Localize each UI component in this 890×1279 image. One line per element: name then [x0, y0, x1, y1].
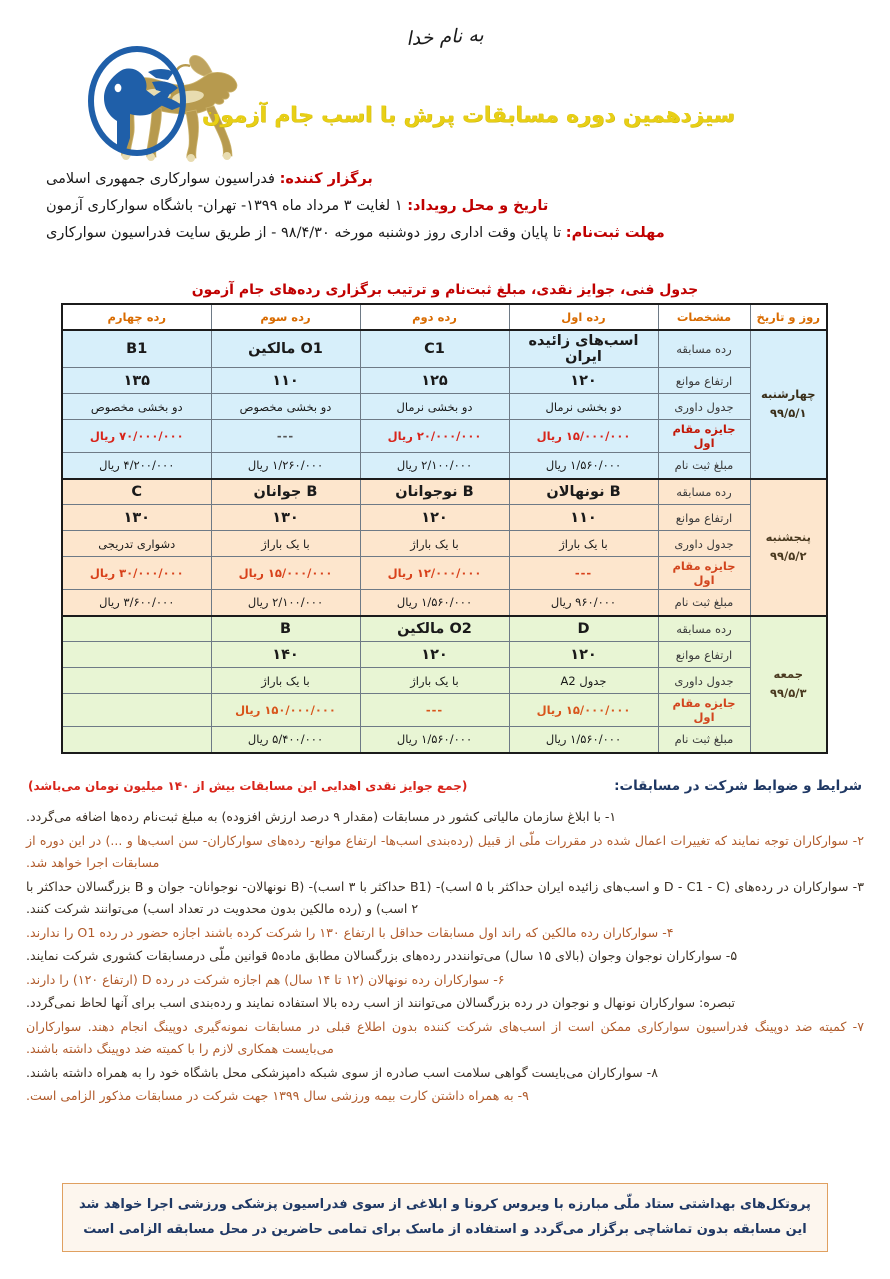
poster-header	[0, 0, 890, 262]
cell-height-1: ۱۲۰	[509, 368, 658, 394]
cell-prize-3: ۱۵/۰۰۰/۰۰۰ ریال	[211, 557, 360, 590]
table-row	[62, 479, 827, 505]
conditions-title: شرایط و ضوابط شرکت در مسابقات:	[614, 778, 862, 794]
cell-fee-3: ۱/۲۶۰/۰۰۰ ریال	[211, 453, 360, 479]
col-header-class-4: رده چهارم	[62, 304, 211, 330]
empty-cell	[62, 642, 211, 668]
table-header-row	[62, 304, 827, 330]
conditions-list	[0, 806, 890, 1109]
empty-cell	[62, 694, 211, 727]
table-row	[62, 616, 827, 642]
spec-label-prize: جایزه مقام اول	[658, 694, 750, 727]
empty-cell	[62, 727, 211, 753]
day-date-cell	[750, 479, 827, 616]
day-date-cell	[750, 330, 827, 479]
condition-item: ۳- سوارکاران در رده‌های (D - C1 - C و اسب‌های زائیده ایران حداکثر با ۵ اسب)- (B1 حداکثر با ۳ اسب)- (B نونهالان- نوجوانان- جوان و B بزرگسالان حداکثر با ۲ اسب) و (رده مالکین بدون محدویت در تعداد اسب) می‌توانند شرکت کنند.	[26, 878, 864, 916]
cell-fee-2: ۲/۱۰۰/۰۰۰ ریال	[360, 453, 509, 479]
spec-label-judging: جدول داوری	[658, 668, 750, 694]
condition-item: ۹- به همراه داشتن کارت بیمه ورزشی سال ۱۳۹۹ جهت شرکت در مسابقات مذکور الزامی است.	[26, 1088, 529, 1103]
cell-judging-2: دو بخشی نرمال	[360, 394, 509, 420]
cell-judging-2: با یک باراژ	[360, 531, 509, 557]
info-row-date-venue	[46, 193, 890, 220]
cell-judging-3: دو بخشی مخصوص	[211, 394, 360, 420]
cell-prize-3: ۱۵۰/۰۰۰/۰۰۰ ریال	[211, 694, 360, 727]
condition-item: ۱- با ابلاغ سازمان مالیاتی کشور در مسابقات (مقدار ۹ درصد ارزش افزوده) به مبلغ ثبت‌نام رده‌ها اضافه می‌گردد.	[26, 809, 617, 824]
condition-item: ۶- سوارکاران رده نونهالان (۱۲ تا ۱۴ سال) هم اجازه شرکت در رده D (ارتفاع ۱۲۰) را دارند.	[26, 971, 505, 987]
conditions-header	[0, 778, 890, 794]
empty-cell	[62, 668, 211, 694]
cell-height-3: ۱۳۰	[211, 505, 360, 531]
table-row	[62, 505, 827, 531]
date-value: ۹۹/۵/۳	[770, 686, 807, 700]
cell-judging-3: با یک باراژ	[211, 531, 360, 557]
day-name: چهارشنبه	[761, 387, 816, 402]
condition-item: تبصره: سوارکاران نونهال و نوجوان در رده بزرگسالان می‌توانند از اسب رده بالا استفاده نمایند و رده‌بندی اسب برای آنها لحاظ نمی‌گردد.	[26, 995, 736, 1010]
spec-label-height: ارتفاع موانع	[658, 505, 750, 531]
cell-fee-1: ۱/۵۶۰/۰۰۰ ریال	[509, 727, 658, 753]
cell-fee-3: ۵/۴۰۰/۰۰۰ ریال	[211, 727, 360, 753]
cell-class-3: B جوانان	[211, 479, 360, 505]
table-row	[62, 727, 827, 753]
info-row-registration-deadline	[46, 220, 890, 247]
cell-fee-2: ۱/۵۶۰/۰۰۰ ریال	[360, 727, 509, 753]
col-header-class-3: رده سوم	[211, 304, 360, 330]
cell-height-2: ۱۲۰	[360, 642, 509, 668]
day-name: پنجشنبه	[765, 530, 811, 544]
condition-item: ۷- کمیته ضد دوپینگ فدراسیون سوارکاری ممکن است از اسب‌های شرکت کننده بدون اطلاع قبلی در مسابقات نمونه‌گیری دوپینگ انجام دهند. سوارکاران می‌بایست همکاری لازم را با کمیته ضد دوپینگ داشته باشند.	[26, 1018, 864, 1056]
cell-height-1: ۱۲۰	[509, 642, 658, 668]
table-row	[62, 453, 827, 479]
cell-height-4: ۱۳۵	[62, 368, 211, 394]
table-row	[62, 531, 827, 557]
notice-line-1: پروتکل‌های بهداشتی ستاد ملّی مبارزه با ویروس کرونا و ابلاغی از سوی فدراسیون پزشکی ورزشی اجرا خواهد شد	[79, 1197, 811, 1212]
notice-line-2: این مسابقه بدون تماشاچی برگزار می‌گردد و استفاده از ماسک برای تمامی حاضرین در محل مسابقه الزامی است	[83, 1222, 807, 1237]
condition-item: ۴- سوارکاران رده مالکین که راند اول مسابقات حداقل با ارتفاع ۱۳۰ را شرکت کرده باشند اجازه حضور در رده O1 را ندارند.	[26, 924, 674, 940]
table-row	[62, 642, 827, 668]
cell-fee-4: ۳/۶۰۰/۰۰۰ ریال	[62, 590, 211, 616]
spec-label-class: رده مسابقه	[658, 330, 750, 368]
spec-label-height: ارتفاع موانع	[658, 368, 750, 394]
cell-height-3: ۱۴۰	[211, 642, 360, 668]
cell-fee-1: ۹۶۰/۰۰۰ ریال	[509, 590, 658, 616]
cell-fee-2: ۱/۵۶۰/۰۰۰ ریال	[360, 590, 509, 616]
cell-class-4: B1	[62, 330, 211, 368]
table-row	[62, 368, 827, 394]
cell-prize-1: ۱۵/۰۰۰/۰۰۰ ریال	[509, 694, 658, 727]
organizer-label: برگزار کننده:	[279, 171, 373, 187]
cell-class-1: B نونهالان	[509, 479, 658, 505]
event-info-block	[0, 166, 890, 247]
table-row	[62, 394, 827, 420]
date-value: ۹۹/۵/۲	[770, 549, 807, 563]
cell-class-2: O2 مالکین	[360, 616, 509, 642]
cell-prize-2: ---	[360, 694, 509, 727]
spec-label-fee: مبلغ ثبت نام	[658, 727, 750, 753]
day-date-cell	[750, 616, 827, 753]
cell-prize-1: ---	[509, 557, 658, 590]
condition-item: ۵- سوارکاران نوجوان وجوان (بالای ۱۵ سال) می‌تواننددر رده‌های بزرگسالان مطابق ماده۵ قوانین ملّی درمسابقات کشوری شرکت نمایند.	[26, 948, 738, 963]
col-header-class-1: رده اول	[509, 304, 658, 330]
date-venue-label: تاریخ و محل رویداد:	[407, 198, 549, 214]
table-row	[62, 557, 827, 590]
total-prize-note: (جمع جوایز نقدی اهدایی این مسابقات بیش از ۱۴۰ میلیون نومان می‌باشد)	[28, 779, 468, 793]
cell-prize-4: ۳۰/۰۰۰/۰۰۰ ریال	[62, 557, 211, 590]
cell-judging-4: دو بخشی مخصوص	[62, 394, 211, 420]
table-row	[62, 420, 827, 453]
cell-class-1: D	[509, 616, 658, 642]
cell-fee-4: ۴/۲۰۰/۰۰۰ ریال	[62, 453, 211, 479]
spec-label-judging: جدول داوری	[658, 531, 750, 557]
federation-horse-head-logo	[78, 42, 196, 160]
cell-class-3: O1 مالکین	[211, 330, 360, 368]
cell-prize-3: ---	[211, 420, 360, 453]
cell-height-3: ۱۱۰	[211, 368, 360, 394]
condition-item: ۸- سوارکاران می‌بایست گواهی سلامت اسب صادره از سوی شبکه دامپزشکی محل باشگاه خود را به همراه داشته باشند.	[26, 1064, 658, 1080]
deadline-value: تا پایان وقت اداری روز دوشنبه مورخه ۹۸/۴/۳۰ - از طریق سایت فدراسیون سوارکاری	[46, 225, 562, 241]
cell-prize-2: ۲۰/۰۰۰/۰۰۰ ریال	[360, 420, 509, 453]
info-row-organizer	[46, 166, 890, 193]
cell-height-4: ۱۳۰	[62, 505, 211, 531]
cell-prize-2: ۱۲/۰۰۰/۰۰۰ ریال	[360, 557, 509, 590]
cell-judging-2: با یک باراژ	[360, 668, 509, 694]
cell-prize-4: ۷۰/۰۰۰/۰۰۰ ریال	[62, 420, 211, 453]
table-row	[62, 694, 827, 727]
bismillah-text: به نام خدا	[405, 23, 485, 51]
spec-label-height: ارتفاع موانع	[658, 642, 750, 668]
schedule-table	[61, 303, 828, 754]
empty-cell	[62, 616, 211, 642]
spec-label-fee: مبلغ ثبت نام	[658, 453, 750, 479]
cell-class-2: B نوجوانان	[360, 479, 509, 505]
cell-fee-3: ۲/۱۰۰/۰۰۰ ریال	[211, 590, 360, 616]
cell-judging-1: با یک باراژ	[509, 531, 658, 557]
spec-label-judging: جدول داوری	[658, 394, 750, 420]
cell-height-2: ۱۲۵	[360, 368, 509, 394]
cell-height-2: ۱۲۰	[360, 505, 509, 531]
spec-label-fee: مبلغ ثبت نام	[658, 590, 750, 616]
health-protocol-notice	[62, 1183, 828, 1252]
cell-class-3: B	[211, 616, 360, 642]
cell-prize-1: ۱۵/۰۰۰/۰۰۰ ریال	[509, 420, 658, 453]
condition-item: ۲- سوارکاران توجه نمایند که تغییرات اعمال شده در مقررات ملّی از قبیل (رده‌بندی اسب‌ها- ارتفاع موانع- رده‌های سوارکاران- سن اسب‌ها و ...) در این دوره از مسابقات اجرا خواهد شد.	[26, 832, 864, 870]
day-name: جمعه	[773, 667, 803, 681]
cell-judging-1: دو بخشی نرمال	[509, 394, 658, 420]
cell-class-1: اسب‌های زائیده ایران	[509, 330, 658, 368]
table-row	[62, 668, 827, 694]
page-title: سیزدهمین دوره مسابقات پرش با اسب جام آزمون	[202, 103, 735, 128]
cell-height-1: ۱۱۰	[509, 505, 658, 531]
cell-class-4: C	[62, 479, 211, 505]
table-row	[62, 330, 827, 368]
spec-label-class: رده مسابقه	[658, 479, 750, 505]
cell-judging-1: جدول A2	[509, 668, 658, 694]
col-header-class-2: رده دوم	[360, 304, 509, 330]
deadline-label: مهلت ثبت‌نام:	[565, 225, 665, 241]
cell-fee-1: ۱/۵۶۰/۰۰۰ ریال	[509, 453, 658, 479]
col-header-specs: مشخصات	[658, 304, 750, 330]
table-caption: جدول فنی، جوایز نقدی، مبلغ ثبت‌نام و ترتیب برگزاری رده‌های جام آزمون	[191, 282, 699, 298]
cell-judging-3: با یک باراژ	[211, 668, 360, 694]
organizer-value: فدراسیون سوارکاری جمهوری اسلامی	[46, 171, 275, 187]
cell-judging-4: دشواری تدریجی	[62, 531, 211, 557]
date-value: ۹۹/۵/۱	[770, 406, 807, 421]
date-venue-value: ۱ لغایت ۳ مرداد ماه ۱۳۹۹- تهران- باشگاه سوارکاری آزمون	[46, 198, 403, 214]
table-row	[62, 590, 827, 616]
col-header-date: روز و تاریخ	[750, 304, 827, 330]
spec-label-prize: جایزه مقام اول	[658, 557, 750, 590]
spec-label-class: رده مسابقه	[658, 616, 750, 642]
cell-class-2: C1	[360, 330, 509, 368]
schedule-table-wrapper	[63, 303, 828, 754]
spec-label-prize: جایزه مقام اول	[658, 420, 750, 453]
